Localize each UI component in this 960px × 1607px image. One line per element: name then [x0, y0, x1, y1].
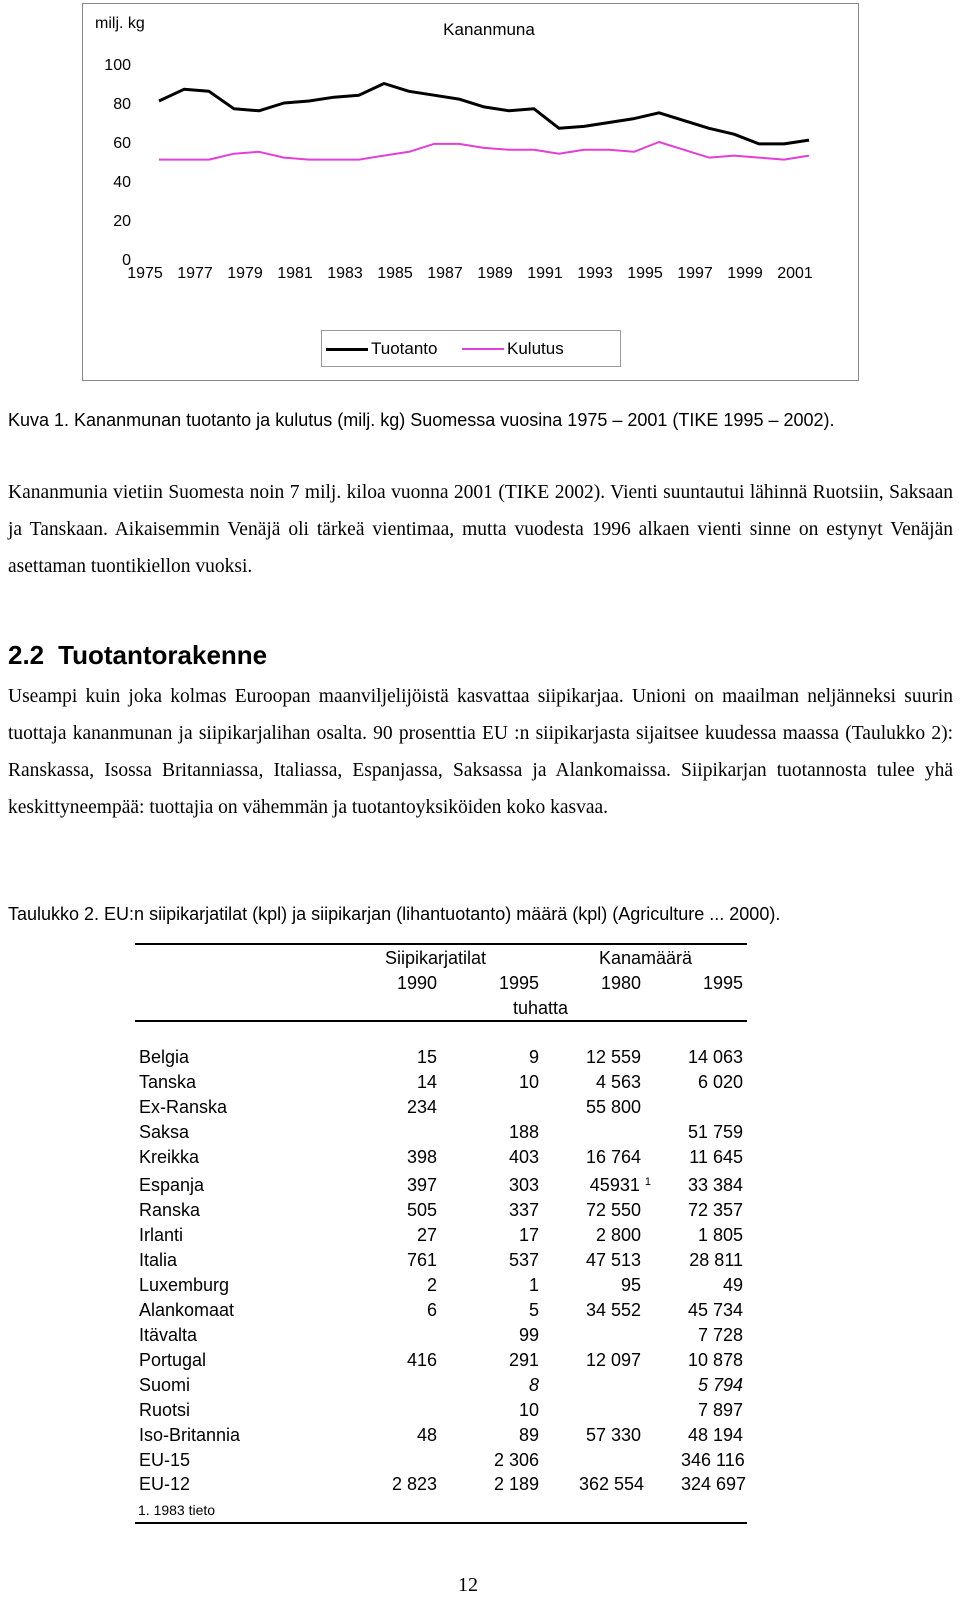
cell-country: Saksa — [139, 1122, 190, 1142]
section-number: 2.2 — [8, 640, 45, 670]
table-footnote: 1. 1983 tieto — [138, 1502, 216, 1518]
figure-caption: Kuva 1. Kananmunan tuotanto ja kulutus (milj. kg) Suomessa vuosina 1975 – 2001 (TIKE 1995 – 2002). — [8, 410, 835, 430]
cell-c2: 303 — [508, 1175, 539, 1195]
cell-c4: 33 384 — [687, 1175, 743, 1195]
cell-c3: 12 097 — [585, 1350, 641, 1370]
x-tick-label: 1977 — [177, 265, 213, 282]
table-row — [135, 1047, 747, 1072]
cell-c3: 34 552 — [585, 1300, 641, 1320]
x-tick-label: 1975 — [127, 265, 163, 282]
paragraph-export: Kananmunia vietiin Suomesta noin 7 milj. kiloa vuonna 2001 (TIKE 2002). Vienti suuntautui lähinnä Ruotsiin, Saksaan ja Tanskaan. Aikaisemmin Venäjä oli tärkeä vientimaa, mutta vuodesta 1996 alkaen vienti sinne on estynyt Venäjän asettaman tuontikiellon vuoksi. — [8, 482, 953, 577]
x-tick-label: 2001 — [777, 265, 813, 282]
header-year-1990: 1990 — [396, 973, 437, 993]
y-tick-label: 80 — [113, 96, 131, 113]
table-row — [135, 1375, 747, 1400]
cell-c1: 761 — [406, 1250, 437, 1270]
y-tick-label: 40 — [113, 174, 131, 191]
table-row — [135, 1325, 747, 1350]
table-row — [135, 1425, 747, 1450]
series-line-kulutus — [159, 142, 809, 160]
cell-country: Irlanti — [139, 1225, 184, 1245]
cell-country: Luxemburg — [139, 1275, 230, 1295]
cell-c1: 505 — [406, 1200, 437, 1220]
cell-c3 — [573, 1175, 651, 1196]
cell-c4: 45 734 — [687, 1300, 743, 1320]
cell-country: Belgia — [139, 1047, 190, 1067]
chart-legend — [321, 330, 621, 367]
legend-item-kulutus — [462, 339, 564, 359]
cell-c4: 51 759 — [687, 1122, 743, 1142]
cell-c2: 537 — [508, 1250, 539, 1270]
x-tick-label: 1985 — [377, 265, 413, 282]
cell-c4: 14 063 — [687, 1047, 743, 1067]
cell-c4: 6 020 — [697, 1072, 743, 1092]
legend-label-tuotanto: Tuotanto — [371, 339, 438, 358]
line-chart — [83, 4, 858, 380]
cell-c2: 291 — [508, 1350, 539, 1370]
table-row — [135, 1250, 747, 1275]
x-tick-label: 1987 — [427, 265, 463, 282]
x-tick-label: 1983 — [327, 265, 363, 282]
x-tick-label: 1995 — [627, 265, 663, 282]
cell-c1: 48 — [416, 1425, 437, 1445]
table-bottom-rule — [135, 1522, 747, 1524]
cell-c3: 12 559 — [585, 1047, 641, 1067]
table-row — [135, 1097, 747, 1122]
cell-c4: 7 897 — [697, 1400, 743, 1420]
header-siipikarjatilat: Siipikarjatilat — [385, 948, 487, 968]
cell-country: Itävalta — [139, 1325, 198, 1345]
cell-c3: 57 330 — [585, 1425, 641, 1445]
cell-c2: 99 — [518, 1325, 539, 1345]
cell-c2: 5 — [528, 1300, 539, 1320]
legend-swatch-kulutus — [462, 348, 504, 350]
cell-c4: 49 — [722, 1275, 743, 1295]
cell-c4: 11 645 — [689, 1147, 743, 1167]
x-tick-label: 1999 — [727, 265, 763, 282]
cell-country: Iso-Britannia — [139, 1425, 241, 1445]
cell-c1: 416 — [406, 1350, 437, 1370]
cell-country: Portugal — [139, 1350, 207, 1370]
cell-c3: 362 554 — [579, 1474, 645, 1494]
y-tick-label: 20 — [113, 213, 131, 230]
table-row — [135, 1200, 747, 1225]
cell-c1: 15 — [416, 1047, 437, 1067]
series-line-tuotanto — [159, 84, 809, 144]
chart-title: Kananmuna — [443, 20, 535, 39]
table-row — [135, 1147, 747, 1172]
table-row — [135, 1072, 747, 1097]
table-row — [135, 1122, 747, 1147]
footnote-marker: 1 — [644, 1176, 651, 1188]
cell-c4: 28 811 — [689, 1250, 743, 1270]
cell-c2: 89 — [518, 1425, 539, 1445]
cell-c2: 1 — [528, 1275, 539, 1295]
table-row — [135, 1450, 747, 1475]
cell-country: Espanja — [139, 1175, 205, 1195]
cell-c2: 10 — [518, 1072, 539, 1092]
header-unit: tuhatta — [513, 998, 569, 1018]
y-tick-label: 0 — [122, 252, 131, 269]
cell-c2: 403 — [508, 1147, 539, 1167]
cell-c2: 2 189 — [493, 1474, 539, 1494]
cell-c2: 188 — [508, 1122, 539, 1142]
cell-c4: 7 728 — [697, 1325, 743, 1345]
cell-c1: 2 823 — [391, 1474, 437, 1494]
table-row — [135, 1275, 747, 1300]
chart-frame — [82, 3, 859, 381]
cell-c1: 2 — [426, 1275, 437, 1295]
cell-c3: 95 — [620, 1275, 641, 1295]
cell-c3: 72 550 — [585, 1200, 641, 1220]
cell-c1: 234 — [406, 1097, 437, 1117]
header-year-1980: 1980 — [600, 973, 641, 993]
table-top-rule — [135, 943, 747, 945]
header-year-1995a: 1995 — [498, 973, 539, 993]
table-row — [135, 1474, 747, 1499]
cell-c4: 72 357 — [687, 1200, 743, 1220]
legend-label-kulutus: Kulutus — [507, 339, 564, 358]
cell-c3: 2 800 — [595, 1225, 641, 1245]
cell-country: Tanska — [139, 1072, 197, 1092]
cell-country: Ex-Ranska — [139, 1097, 228, 1117]
x-tick-label: 1991 — [527, 265, 563, 282]
paragraph-production-structure: Useampi kuin joka kolmas Euroopan maanviljelijöistä kasvattaa siipikarjaa. Unioni on maailman neljänneksi suurin tuottaja kananmunan ja siipikarjalihan osalta. 90 prosenttia EU :n siipikarjasta sijaitsee kuudessa maassa (Taulukko 2): Ranskassa, Isossa Britanniassa, Italiassa, Espanjassa, Saksassa ja Alankomaissa. Siipikarjan tuotannosta tulee yhä keskittyneempää: tuottajia on vähemmän ja tuotantoyksiköiden koko kasvaa. — [8, 686, 953, 818]
section-heading — [8, 640, 267, 671]
cell-c1: 27 — [416, 1225, 437, 1245]
cell-c4: 324 697 — [681, 1474, 747, 1494]
cell-country: Ruotsi — [139, 1400, 191, 1420]
cell-c2: 10 — [518, 1400, 539, 1420]
table-caption: Taulukko 2. EU:n siipikarjatilat (kpl) ja siipikarjan (lihantuotanto) määrä (kpl) (Agriculture ... 2000). — [8, 904, 781, 924]
cell-c3: 47 513 — [585, 1250, 641, 1270]
cell-country: EU-15 — [139, 1450, 191, 1470]
cell-c3: 4 563 — [595, 1072, 641, 1092]
cell-c2: 17 — [518, 1225, 539, 1245]
table-row — [135, 1175, 747, 1200]
cell-c4: 48 194 — [687, 1425, 743, 1445]
cell-country: Alankomaat — [139, 1300, 235, 1320]
cell-c3: 55 800 — [585, 1097, 641, 1117]
header-year-1995b: 1995 — [702, 973, 743, 993]
legend-swatch-tuotanto — [326, 348, 368, 351]
cell-country: Italia — [139, 1250, 178, 1270]
page-number: 12 — [458, 1574, 478, 1596]
x-tick-label: 1979 — [227, 265, 263, 282]
cell-c2: 2 306 — [493, 1450, 539, 1470]
cell-value: 45931 — [589, 1175, 640, 1195]
x-tick-label: 1993 — [577, 265, 613, 282]
x-tick-label: 1989 — [477, 265, 513, 282]
cell-c4: 1 805 — [697, 1225, 743, 1245]
cell-c1: 397 — [406, 1175, 437, 1195]
table-row — [135, 1350, 747, 1375]
cell-country: Ranska — [139, 1200, 201, 1220]
section-title: Tuotantorakenne — [58, 640, 268, 670]
header-kanamaara: Kanamäärä — [599, 948, 693, 968]
cell-c2: 9 — [528, 1047, 539, 1067]
y-axis-unit-label: milj. kg — [95, 15, 145, 32]
cell-country: Suomi — [139, 1375, 191, 1395]
x-tick-label: 1997 — [677, 265, 713, 282]
y-tick-label: 100 — [104, 57, 131, 74]
legend-item-tuotanto — [326, 339, 437, 359]
cell-c4: 346 116 — [681, 1450, 745, 1470]
cell-c2: 337 — [508, 1200, 539, 1220]
table-row — [135, 1225, 747, 1250]
cell-c1: 398 — [406, 1147, 437, 1167]
table-row — [135, 1300, 747, 1325]
cell-c2: 8 — [528, 1375, 539, 1395]
table-header-rule — [135, 1020, 747, 1022]
cell-c3: 16 764 — [585, 1147, 641, 1167]
table-row — [135, 1400, 747, 1425]
cell-country: EU-12 — [139, 1474, 191, 1494]
y-tick-label: 60 — [113, 135, 131, 152]
cell-c1: 6 — [426, 1300, 437, 1320]
cell-country: Kreikka — [139, 1147, 200, 1167]
cell-c4: 5 794 — [697, 1375, 743, 1395]
cell-c4: 10 878 — [687, 1350, 743, 1370]
cell-c1: 14 — [416, 1072, 437, 1092]
x-tick-label: 1981 — [277, 265, 313, 282]
